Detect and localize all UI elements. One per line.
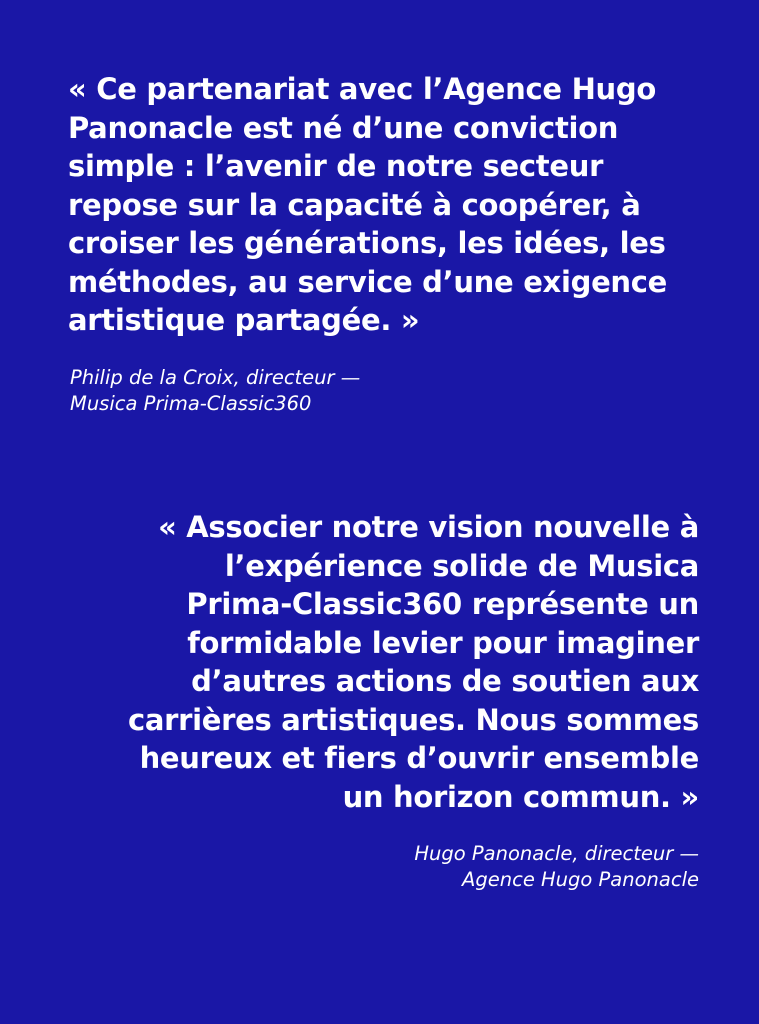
quote-line: heureux et fiers d’ouvrir ensemble (139, 741, 699, 775)
quote-line: simple : l’avenir de notre secteur (68, 149, 604, 183)
quote-text (79, 508, 699, 816)
quote-attribution (79, 841, 699, 893)
quote-line: « Associer notre vision nouvelle à (158, 510, 699, 544)
quote-line: un horizon commun. » (342, 779, 699, 814)
attribution-line: Agence Hugo Panonacle (462, 868, 699, 891)
attribution-line: Philip de la Croix, directeur — (70, 365, 361, 389)
quote-line: méthodes, au service d’une exigence (68, 264, 668, 299)
quote-block-philip (68, 70, 718, 417)
attribution-line: Hugo Panonacle, directeur — (414, 842, 699, 865)
quote-line: formidable levier pour imaginer (187, 625, 699, 660)
quote-line: l’expérience solide de Musica (224, 548, 699, 583)
attribution-line: Musica Prima-Classic360 (70, 391, 312, 415)
quote-line: artistique partagée. » (68, 303, 420, 337)
quote-line: croiser les générations, les idées, les (68, 226, 666, 260)
quote-line: d’autres actions de soutien aux (191, 664, 699, 698)
quote-text (68, 70, 718, 340)
quote-attribution (68, 365, 718, 417)
quote-line: Prima-Classic360 représente un (186, 587, 699, 621)
quote-line: « Ce partenariat avec l’Agence Hugo (68, 72, 656, 106)
quote-block-hugo (79, 508, 699, 893)
quote-line: Panonacle est né d’une conviction (68, 110, 619, 145)
quote-line: repose sur la capacité à coopérer, à (68, 187, 641, 222)
quote-line: carrières artistiques. Nous sommes (127, 702, 699, 737)
